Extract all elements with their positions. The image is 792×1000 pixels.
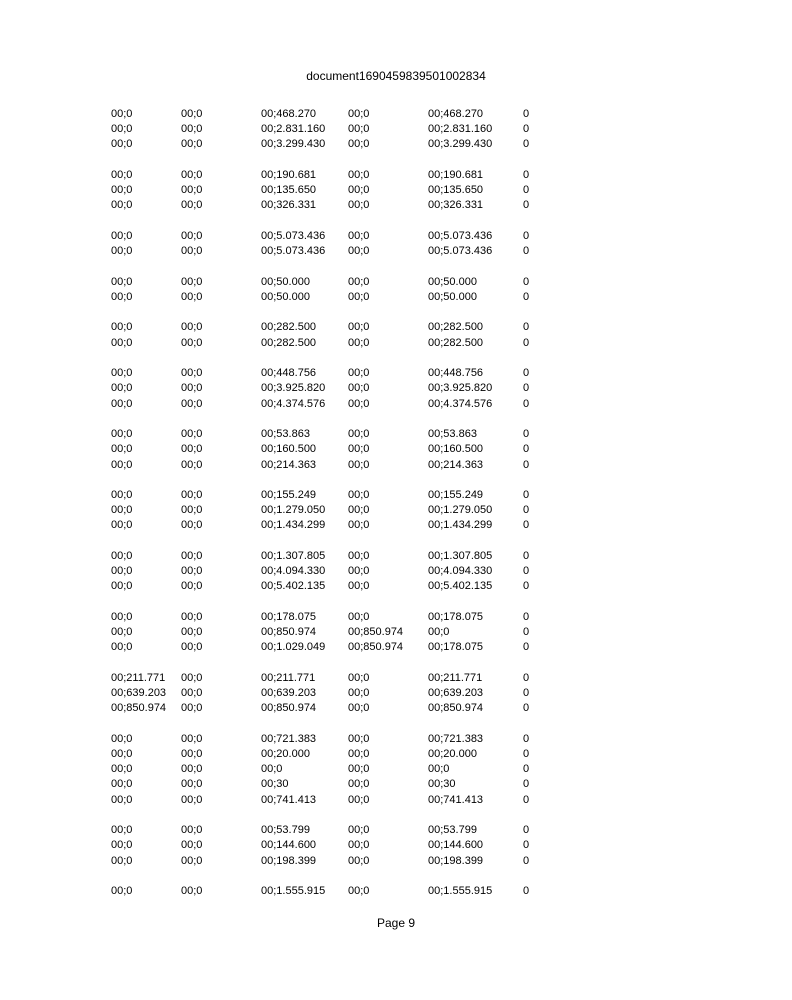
table-cell: 0 (523, 504, 530, 517)
table-cell: 00;4.094.330 (261, 565, 326, 578)
table-cell: 00;0 (348, 245, 370, 258)
table-cell: 00;0 (181, 199, 203, 212)
row-group (0, 488, 792, 534)
table-cell: 00;0 (111, 550, 133, 563)
table-cell: 00;5.073.436 (261, 245, 326, 258)
table-cell: 00;0 (181, 885, 203, 898)
table-cell: 00;0 (348, 702, 370, 715)
table-cell: 00;0 (348, 168, 370, 181)
table-row (0, 137, 792, 152)
table-row (0, 442, 792, 457)
table-cell: 00;190.681 (428, 168, 484, 181)
table-cell: 00;50.000 (261, 275, 310, 288)
table-row (0, 381, 792, 396)
table-cell: 00;0 (111, 138, 133, 151)
table-cell: 00;0 (348, 550, 370, 563)
table-cell: 00;468.270 (261, 108, 317, 120)
table-cell: 0 (523, 275, 530, 288)
table-cell: 00;0 (181, 611, 203, 624)
table-cell: 00;741.413 (428, 793, 484, 806)
table-row (0, 458, 792, 473)
table-cell: 00;1.555.915 (261, 885, 326, 898)
row-group (0, 107, 792, 153)
table-cell: 00;0 (111, 443, 133, 456)
table-cell: 00;0 (348, 611, 370, 624)
table-cell: 00;0 (348, 489, 370, 502)
table-cell: 0 (523, 748, 530, 761)
table-cell: 00;30 (261, 778, 289, 791)
table-cell: 0 (523, 184, 530, 197)
page-number: Page 9 (376, 916, 416, 930)
table-row (0, 671, 792, 686)
table-cell: 0 (523, 290, 530, 303)
table-cell: 00;1.555.915 (428, 885, 493, 898)
table-cell: 00;850.974 (348, 626, 404, 639)
table-cell: 00;53.863 (428, 428, 477, 441)
table-cell: 00;282.500 (261, 321, 317, 334)
table-cell: 00;282.500 (261, 336, 317, 349)
table-cell: 00;0 (181, 763, 203, 776)
table-cell: 00;5.402.135 (261, 580, 326, 593)
table-cell: 00;144.600 (261, 839, 317, 852)
table-cell: 00;0 (111, 763, 133, 776)
table-cell: 00;3.925.820 (261, 382, 326, 395)
table-cell: 0 (523, 763, 530, 776)
table-cell: 0 (523, 565, 530, 578)
table-cell: 00;1.029.049 (261, 641, 326, 654)
table-cell: 0 (523, 168, 530, 181)
table-cell: 00;721.383 (428, 732, 484, 745)
table-cell: 00;0 (181, 824, 203, 837)
table-cell: 00;0 (181, 778, 203, 791)
table-cell: 00;0 (181, 367, 203, 380)
table-cell: 00;0 (111, 489, 133, 502)
table-row (0, 122, 792, 137)
table-cell: 00;1.434.299 (428, 519, 493, 532)
table-row (0, 488, 792, 503)
row-group (0, 549, 792, 595)
table-cell: 00;0 (181, 275, 203, 288)
table-cell: 00;0 (111, 824, 133, 837)
table-cell: 00;0 (428, 763, 450, 776)
table-cell: 0 (523, 245, 530, 258)
table-cell: 00;190.681 (261, 168, 317, 181)
table-cell: 00;1.279.050 (428, 504, 493, 517)
table-row (0, 610, 792, 625)
table-cell: 00;0 (181, 428, 203, 441)
table-cell: 00;850.974 (428, 702, 484, 715)
table-cell: 00;0 (348, 732, 370, 745)
table-cell: 00;0 (111, 519, 133, 532)
table-row (0, 747, 792, 762)
table-cell: 00;0 (181, 168, 203, 181)
table-cell: 00;50.000 (261, 290, 310, 303)
table-cell: 00;0 (348, 778, 370, 791)
table-cell: 00;282.500 (428, 336, 484, 349)
table-row (0, 244, 792, 259)
table-cell: 00;0 (348, 885, 370, 898)
table-cell: 00;0 (111, 229, 133, 242)
table-cell: 00;0 (181, 489, 203, 502)
table-row (0, 229, 792, 244)
table-cell: 00;448.756 (428, 367, 484, 380)
table-cell: 00;0 (111, 793, 133, 806)
table-cell: 00;135.650 (261, 184, 317, 197)
table-cell: 0 (523, 824, 530, 837)
table-cell: 00;0 (261, 763, 283, 776)
table-cell: 00;0 (181, 702, 203, 715)
table-cell: 00;0 (348, 748, 370, 761)
table-cell: 0 (523, 367, 530, 380)
table-cell: 00;0 (348, 367, 370, 380)
table-row (0, 777, 792, 792)
table-cell: 00;0 (181, 458, 203, 471)
table-cell: 00;0 (181, 732, 203, 745)
table-cell: 00;0 (348, 275, 370, 288)
table-cell: 00;0 (181, 580, 203, 593)
table-cell: 00;178.075 (261, 611, 317, 624)
table-cell: 00;178.075 (428, 611, 484, 624)
table-cell: 00;282.500 (428, 321, 484, 334)
table-cell: 00;0 (348, 839, 370, 852)
row-group (0, 671, 792, 717)
table-cell: 00;448.756 (261, 367, 317, 380)
table-cell: 00;0 (348, 443, 370, 456)
row-group (0, 229, 792, 259)
table-cell: 00;0 (348, 184, 370, 197)
table-cell: 00;0 (111, 854, 133, 867)
table-cell: 00;53.799 (428, 824, 477, 837)
table-cell: 00;0 (181, 626, 203, 639)
table-cell: 0 (523, 397, 530, 410)
table-row (0, 397, 792, 412)
table-cell: 00;160.500 (428, 443, 484, 456)
table-cell: 00;0 (111, 184, 133, 197)
table-cell: 00;0 (348, 793, 370, 806)
table-cell: 0 (523, 839, 530, 852)
table-cell: 00;50.000 (428, 275, 477, 288)
table-cell: 0 (523, 443, 530, 456)
table-cell: 00;0 (111, 367, 133, 380)
table-row (0, 762, 792, 777)
row-group (0, 884, 792, 899)
table-cell: 00;0 (348, 854, 370, 867)
table-row (0, 625, 792, 640)
table-row (0, 686, 792, 701)
table-cell: 00;326.331 (428, 199, 484, 212)
table-cell: 00;0 (181, 123, 203, 136)
table-cell: 00;0 (348, 504, 370, 517)
table-cell: 00;0 (181, 397, 203, 410)
data-table (0, 107, 792, 915)
table-cell: 00;0 (111, 321, 133, 334)
table-cell: 0 (523, 229, 530, 242)
table-cell: 00;0 (111, 275, 133, 288)
row-group (0, 366, 792, 412)
table-row (0, 854, 792, 869)
table-cell: 00;0 (181, 138, 203, 151)
table-cell: 00;4.374.576 (428, 397, 493, 410)
table-cell: 00;0 (348, 108, 370, 120)
table-cell: 00;850.974 (348, 641, 404, 654)
table-cell: 00;0 (181, 519, 203, 532)
table-row (0, 701, 792, 716)
table-cell: 0 (523, 885, 530, 898)
document-title: document1690459839501002834 (306, 69, 486, 83)
table-row (0, 564, 792, 579)
table-cell: 0 (523, 732, 530, 745)
row-group (0, 610, 792, 656)
table-cell: 0 (523, 778, 530, 791)
table-cell: 00;1.307.805 (261, 550, 326, 563)
table-cell: 0 (523, 854, 530, 867)
row-group (0, 320, 792, 350)
table-cell: 00;0 (181, 687, 203, 700)
table-cell: 0 (523, 550, 530, 563)
table-cell: 0 (523, 702, 530, 715)
table-cell: 00;0 (181, 443, 203, 456)
table-row (0, 884, 792, 899)
table-cell: 00;135.650 (428, 184, 484, 197)
table-row (0, 427, 792, 442)
table-cell: 00;0 (181, 382, 203, 395)
table-cell: 00;0 (181, 245, 203, 258)
table-cell: 0 (523, 199, 530, 212)
table-cell: 00;639.203 (428, 687, 484, 700)
table-cell: 00;0 (111, 839, 133, 852)
table-cell: 00;0 (348, 290, 370, 303)
table-row (0, 503, 792, 518)
table-cell: 00;0 (111, 245, 133, 258)
table-cell: 00;5.402.135 (428, 580, 493, 593)
table-cell: 00;850.974 (111, 702, 167, 715)
table-row (0, 320, 792, 335)
table-cell: 00;0 (348, 229, 370, 242)
table-cell: 00;0 (348, 519, 370, 532)
table-row (0, 198, 792, 213)
table-cell: 00;721.383 (261, 732, 317, 745)
table-row (0, 640, 792, 655)
table-cell: 00;0 (181, 184, 203, 197)
table-cell: 00;4.374.576 (261, 397, 326, 410)
table-cell: 00;214.363 (428, 458, 484, 471)
table-cell: 00;214.363 (261, 458, 317, 471)
table-cell: 00;144.600 (428, 839, 484, 852)
table-cell: 00;0 (111, 397, 133, 410)
table-cell: 00;0 (348, 382, 370, 395)
table-cell: 00;0 (348, 458, 370, 471)
table-row (0, 823, 792, 838)
table-cell: 00;0 (181, 854, 203, 867)
row-group (0, 275, 792, 305)
table-cell: 00;50.000 (428, 290, 477, 303)
table-row (0, 579, 792, 594)
table-cell: 00;0 (111, 168, 133, 181)
table-cell: 0 (523, 489, 530, 502)
table-cell: 00;0 (348, 138, 370, 151)
table-cell: 00;0 (348, 336, 370, 349)
table-row (0, 336, 792, 351)
row-group (0, 168, 792, 214)
table-cell: 0 (523, 321, 530, 334)
table-cell: 00;2.831.160 (428, 123, 493, 136)
table-cell: 00;0 (111, 123, 133, 136)
table-cell: 0 (523, 108, 530, 120)
table-row (0, 290, 792, 305)
table-cell: 0 (523, 428, 530, 441)
table-cell: 00;0 (348, 321, 370, 334)
table-cell: 00;0 (348, 565, 370, 578)
row-group (0, 732, 792, 808)
table-cell: 00;0 (181, 839, 203, 852)
table-cell: 00;3.925.820 (428, 382, 493, 395)
table-cell: 00;1.279.050 (261, 504, 326, 517)
table-cell: 00;53.799 (261, 824, 310, 837)
table-row (0, 107, 792, 122)
table-cell: 00;0 (111, 611, 133, 624)
table-row (0, 183, 792, 198)
table-cell: 00;198.399 (261, 854, 317, 867)
table-cell: 00;155.249 (261, 489, 317, 502)
table-cell: 00;0 (181, 290, 203, 303)
table-row (0, 168, 792, 183)
table-cell: 00;639.203 (261, 687, 317, 700)
table-cell: 00;0 (111, 626, 133, 639)
table-cell: 00;0 (111, 108, 133, 120)
row-group (0, 823, 792, 869)
table-row (0, 549, 792, 564)
table-cell: 0 (523, 336, 530, 349)
table-cell: 00;211.771 (428, 671, 483, 684)
table-cell: 00;20.000 (261, 748, 310, 761)
table-cell: 00;0 (181, 336, 203, 349)
table-cell: 0 (523, 641, 530, 654)
table-cell: 0 (523, 138, 530, 151)
table-cell: 00;4.094.330 (428, 565, 493, 578)
table-cell: 0 (523, 123, 530, 136)
table-cell: 00;850.974 (261, 626, 317, 639)
table-cell: 00;0 (111, 336, 133, 349)
table-cell: 00;1.307.805 (428, 550, 493, 563)
table-cell: 00;2.831.160 (261, 123, 326, 136)
table-cell: 00;211.771 (111, 671, 166, 684)
table-cell: 00;5.073.436 (428, 229, 493, 242)
table-cell: 00;326.331 (261, 199, 317, 212)
table-cell: 00;0 (111, 885, 133, 898)
table-cell: 00;0 (348, 687, 370, 700)
table-cell: 00;0 (348, 671, 370, 684)
table-cell: 0 (523, 793, 530, 806)
table-cell: 00;0 (348, 397, 370, 410)
table-cell: 00;0 (181, 793, 203, 806)
table-cell: 0 (523, 382, 530, 395)
table-cell: 00;3.299.430 (428, 138, 493, 151)
table-cell: 00;0 (348, 123, 370, 136)
table-cell: 00;0 (111, 732, 133, 745)
table-cell: 0 (523, 580, 530, 593)
table-cell: 00;1.434.299 (261, 519, 326, 532)
table-cell: 00;0 (111, 428, 133, 441)
table-cell: 00;0 (181, 108, 203, 120)
table-row (0, 518, 792, 533)
table-cell: 00;0 (181, 565, 203, 578)
table-cell: 00;850.974 (261, 702, 317, 715)
table-cell: 00;0 (348, 763, 370, 776)
table-cell: 00;5.073.436 (428, 245, 493, 258)
table-cell: 0 (523, 671, 530, 684)
table-cell: 0 (523, 687, 530, 700)
table-cell: 00;0 (181, 504, 203, 517)
table-cell: 00;198.399 (428, 854, 484, 867)
table-cell: 00;468.270 (428, 108, 484, 120)
table-cell: 00;30 (428, 778, 456, 791)
table-cell: 00;0 (348, 580, 370, 593)
table-cell: 00;0 (348, 428, 370, 441)
table-cell: 00;0 (181, 671, 203, 684)
table-row (0, 366, 792, 381)
table-row (0, 275, 792, 290)
table-cell: 00;0 (111, 641, 133, 654)
table-cell: 00;0 (181, 550, 203, 563)
table-cell: 00;0 (111, 778, 133, 791)
table-cell: 00;0 (181, 748, 203, 761)
table-cell: 00;0 (111, 748, 133, 761)
table-cell: 00;0 (111, 290, 133, 303)
table-row (0, 838, 792, 853)
table-cell: 00;0 (181, 641, 203, 654)
table-cell: 00;0 (348, 199, 370, 212)
table-cell: 0 (523, 458, 530, 471)
table-row (0, 732, 792, 747)
table-cell: 00;3.299.430 (261, 138, 326, 151)
table-cell: 00;0 (181, 321, 203, 334)
table-cell: 00;0 (181, 229, 203, 242)
table-cell: 00;160.500 (261, 443, 317, 456)
table-cell: 00;0 (111, 565, 133, 578)
table-cell: 00;178.075 (428, 641, 484, 654)
table-cell: 0 (523, 626, 530, 639)
table-row (0, 793, 792, 808)
table-cell: 00;0 (111, 199, 133, 212)
table-cell: 00;53.863 (261, 428, 310, 441)
table-cell: 00;211.771 (261, 671, 316, 684)
table-cell: 00;0 (428, 626, 450, 639)
table-cell: 00;20.000 (428, 748, 477, 761)
table-cell: 00;0 (348, 824, 370, 837)
table-cell: 00;5.073.436 (261, 229, 326, 242)
table-cell: 00;155.249 (428, 489, 484, 502)
table-cell: 00;639.203 (111, 687, 167, 700)
table-cell: 00;0 (111, 382, 133, 395)
table-cell: 00;741.413 (261, 793, 317, 806)
table-cell: 0 (523, 519, 530, 532)
table-cell: 00;0 (111, 504, 133, 517)
table-cell: 00;0 (111, 580, 133, 593)
row-group (0, 427, 792, 473)
table-cell: 0 (523, 611, 530, 624)
table-cell: 00;0 (111, 458, 133, 471)
